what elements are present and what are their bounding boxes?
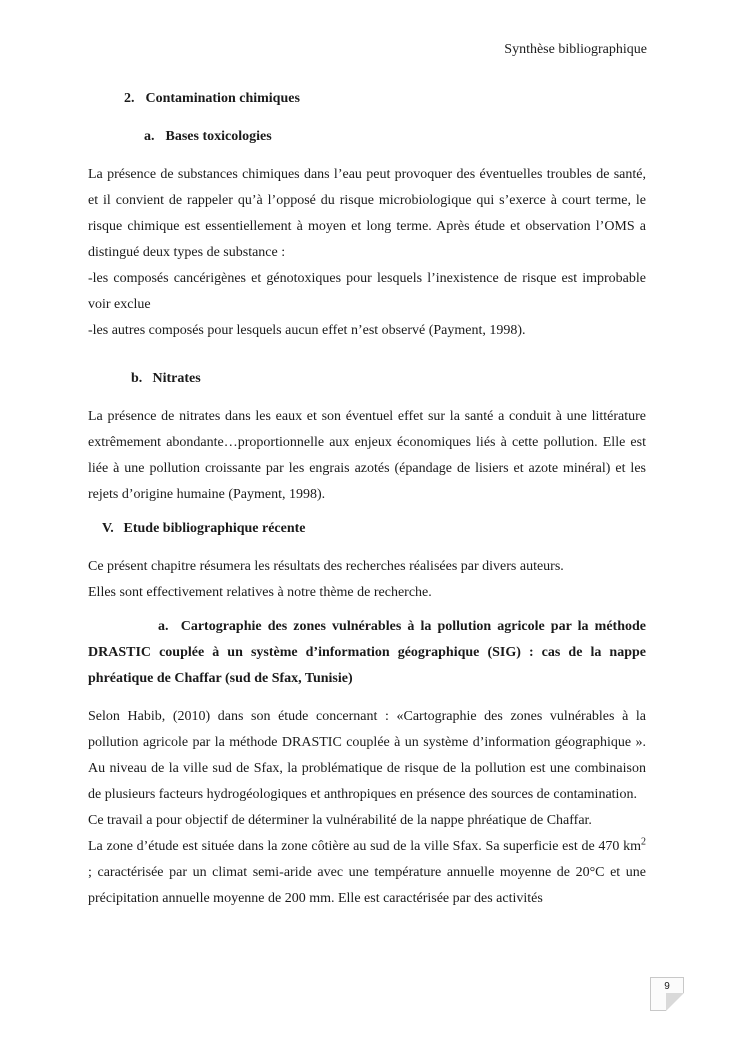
paragraph-objective: Ce travail a pour objectif de déterminer la vulnérabilité de la nappe phréatique de Chaffar. [88, 813, 592, 828]
intro-line-2: Elles sont effectivement relatives à notre thème de recherche. [88, 585, 432, 600]
page-content [88, 86, 646, 912]
heading-subsection-b: b. Nitrates [131, 371, 201, 386]
running-header: Synthèse bibliographique [504, 42, 647, 57]
paragraph-toxicology: La présence de substances chimiques dans l’eau peut provoquer des éventuelles troubles de santé, et il convient de rappeler qu’à l’opposé du risque microbiologique qui s’exerce à court terme, le risque chimique est essentiellement à moyen et long terme. Après étude et observation l’OMS a distingué deux types de substance : [88, 167, 646, 260]
list-item-1: -les composés cancérigènes et génotoxiques pour lesquels l’inexistence de risque est improbable voir exclue [88, 271, 646, 312]
heading-subsection-a: a. Bases toxicologies [144, 129, 272, 144]
page-fold-icon [666, 993, 684, 1011]
page-number: 9 [664, 981, 670, 992]
heading-section-V: V. Etude bibliographique récente [102, 521, 306, 536]
paragraph-study-zone: La zone d’étude est située dans la zone côtière au sud de la ville Sfax. Sa superficie est de 470 $km^2$ ; caractérisée par un climat semi-aride avec une température annuelle moyenne de 20°C et une précipitation annuelle moyenne de 200 mm. Elle est caractérisée par des activités [88, 836, 646, 906]
page-number-box [650, 977, 684, 1011]
paragraph-habib: Selon Habib, (2010) dans son étude concernant : «Cartographie des zones vulnérables à la pollution agricole par la méthode DRASTIC couplée à un système d’information géographique ». Au niveau de la ville sud de Sfax, la problématique de risque de la pollution est une combinaison de plusieurs facteurs hydrogéologiques et anthropiques en présence des sources de contamination. [88, 709, 646, 802]
list-item-2: -les autres composés pour lesquels aucun effet n’est observé (Payment, 1998). [88, 323, 526, 338]
paragraph-nitrates: La présence de nitrates dans les eaux et son éventuel effet sur la santé a conduit à une littérature extrêmement abondante…proportionnelle aux enjeux économiques liés à cette pollution. Elle est liée à une pollution croissante par les engrais azotés (épandage de lisiers et azote minéral) et les rejets d’origine humaine (Payment, 1998). [88, 409, 646, 502]
intro-line-1: Ce présent chapitre résumera les résultats des recherches réalisées par divers auteurs. [88, 559, 564, 574]
heading-subsection-drastic: a. Cartographie des zones vulnérables à la pollution agricole par la méthode DRASTIC couplée à un système d’information géographique (SIG) : cas de la nappe phréatique de Chaffar (sud de Sfax, Tunisie) [88, 619, 646, 686]
heading-section-2: 2. Contamination chimiques [124, 91, 300, 106]
